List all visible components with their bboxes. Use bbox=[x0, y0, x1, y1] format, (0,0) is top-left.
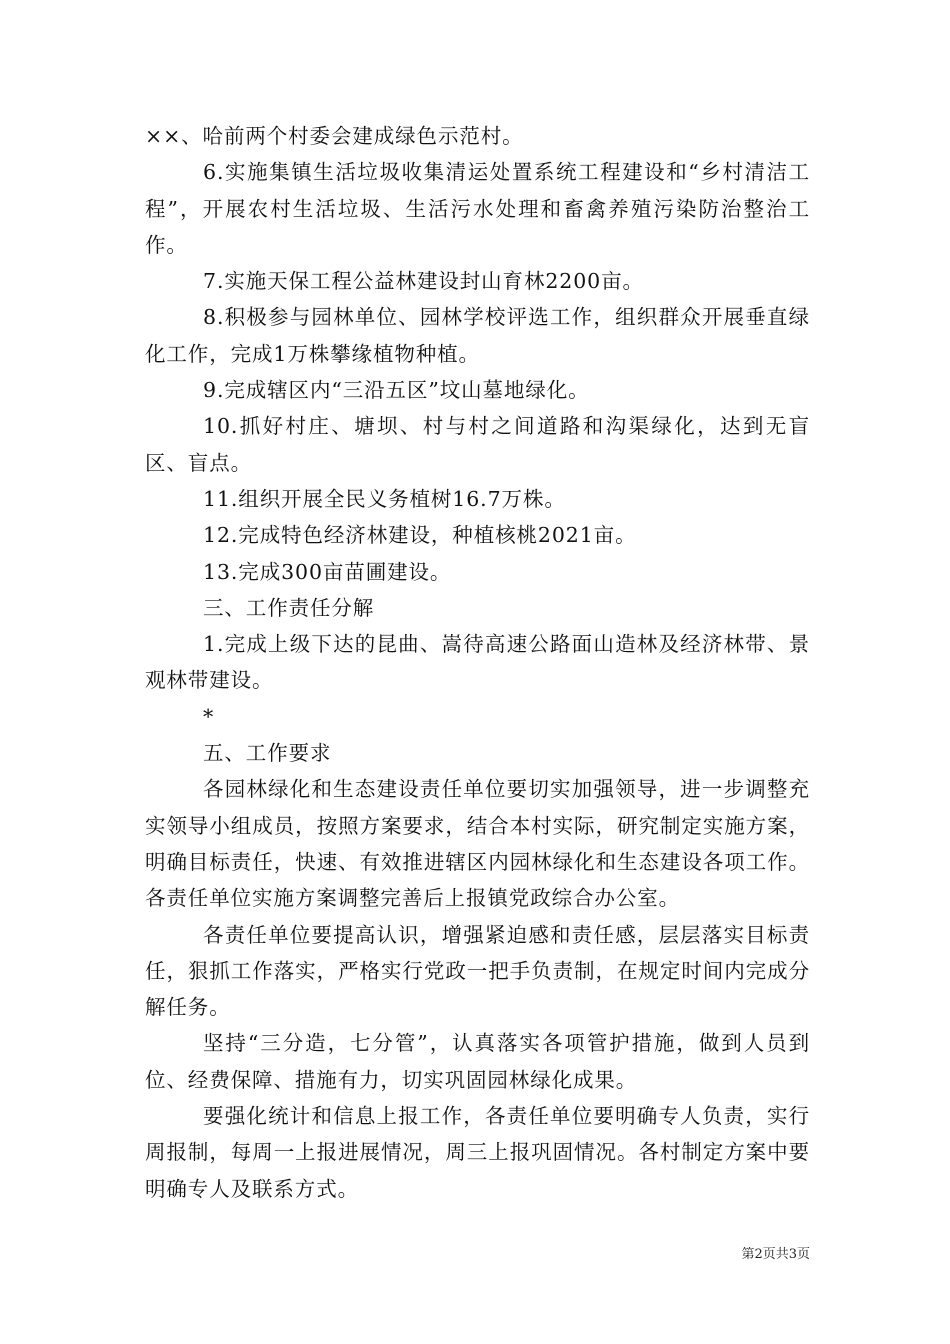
paragraph: 9.完成辖区内“三沿五区”坟山墓地绿化。 bbox=[203, 378, 590, 403]
section-heading: 五、工作要求 bbox=[203, 741, 332, 766]
paragraph: 各责任单位要提高认识，增强紧迫感和责任感，层层落实目标责任，狠抓工作落实，严格实行党政一把手负责制，在规定时间内完成分解任务。 bbox=[145, 922, 810, 1020]
paragraph: 各园林绿化和生态建设责任单位要切实加强领导，进一步调整充实领导小组成员，按照方案要求，结合本村实际，研究制定实施方案，明确目标责任，快速、有效推进辖区内园林绿化和生态建设各项工作。各责任单位实施方案调整完善后上报镇党政综合办公室。 bbox=[145, 777, 810, 911]
section-heading: 三、工作责任分解 bbox=[203, 595, 375, 620]
paragraph: 10.抓好村庄、塘坝、村与村之间道路和沟渠绿化，达到无盲区、盲点。 bbox=[145, 414, 810, 475]
paragraph: 12.完成特色经济林建设，种植核桃2021亩。 bbox=[203, 523, 637, 548]
document-body bbox=[145, 118, 810, 1207]
paragraph: 13.完成300亩苗圃建设。 bbox=[203, 559, 452, 584]
paragraph: 坚持“三分造，七分管”，认真落实各项管护措施，做到人员到位、经费保障、措施有力，切实巩固园林绿化成果。 bbox=[145, 1031, 810, 1092]
separator-mark: * bbox=[203, 704, 215, 729]
paragraph: 6.实施集镇生活垃圾收集清运处置系统工程建设和“乡村清洁工程”，开展农村生活垃圾、生活污水处理和畜禽养殖污染防治整治工作。 bbox=[145, 160, 810, 257]
paragraph: 8.积极参与园林单位、园林学校评选工作，组织群众开展垂直绿化工作，完成1万株攀缘植物种植。 bbox=[145, 305, 810, 366]
paragraph: 11.组织开展全民义务植树16.7万株。 bbox=[203, 486, 566, 511]
paragraph: ××、哈前两个村委会建成绿色示范村。 bbox=[145, 124, 524, 148]
paragraph: 7.实施天保工程公益林建设封山育林2200亩。 bbox=[203, 269, 644, 294]
paragraph: 1.完成上级下达的昆曲、嵩待高速公路面山造林及经济林带、景观林带建设。 bbox=[145, 632, 810, 693]
page-number: 第2页共3页 bbox=[741, 1247, 810, 1262]
paragraph: 要强化统计和信息上报工作，各责任单位要明确专人负责，实行周报制，每周一上报进展情况，周三上报巩固情况。各村制定方案中要明确专人及联系方式。 bbox=[145, 1104, 810, 1201]
